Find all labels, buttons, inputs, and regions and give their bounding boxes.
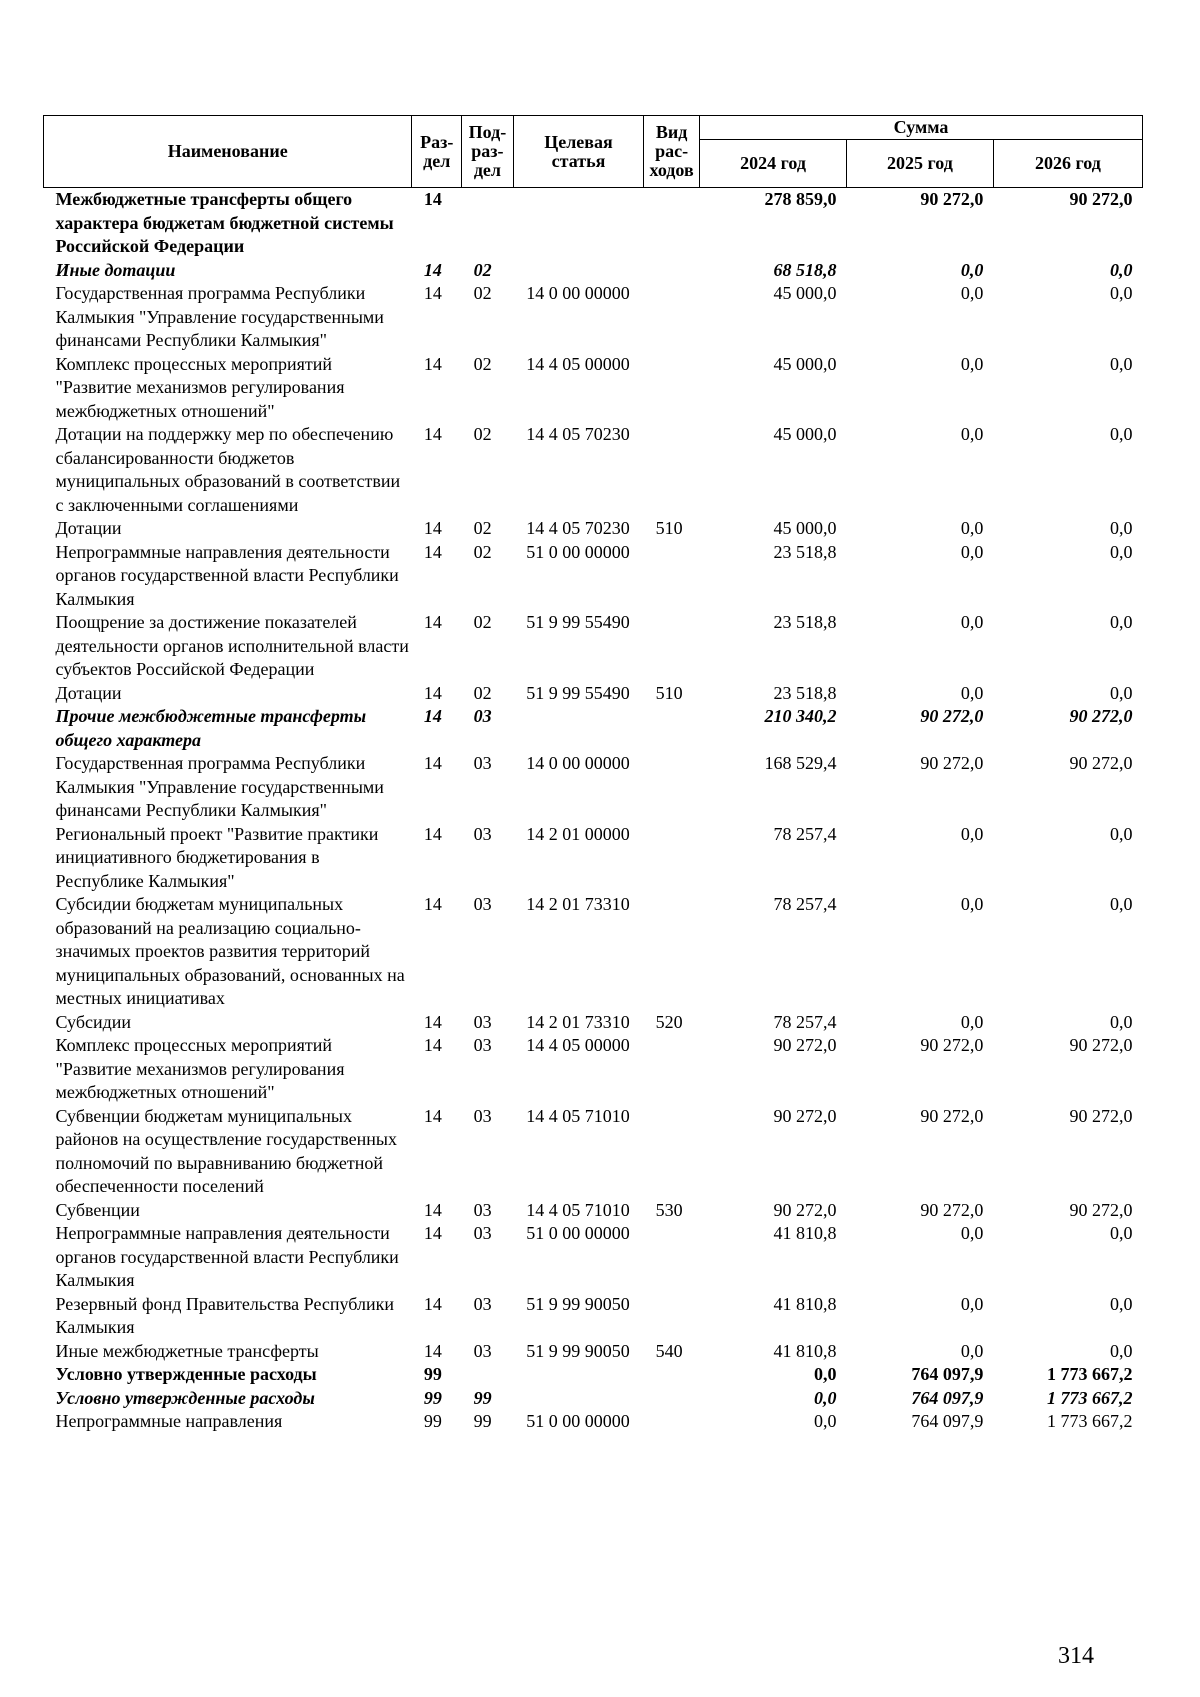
cell-podrazdel: 02 bbox=[473, 612, 492, 632]
cell-podrazdel: 03 bbox=[473, 1035, 492, 1055]
cell-vid-rashodov bbox=[644, 1363, 700, 1387]
cell-sum-2024: 45 000,0 bbox=[773, 353, 837, 374]
cell-sum-2024: 45 000,0 bbox=[773, 283, 837, 303]
cell-sum-2025: 764 097,9 bbox=[911, 1411, 984, 1431]
cell-sum-2026: 0,0 bbox=[1110, 894, 1133, 914]
cell-celevaya-statya: 51 9 99 90050 bbox=[526, 1340, 630, 1361]
cell-podrazdel: 03 bbox=[473, 753, 492, 773]
cell-sum-2026: 0,0 bbox=[1110, 1293, 1133, 1314]
cell-sum-2025: 90 272,0 bbox=[920, 706, 984, 726]
cell-name: Иные межбюджетные трансферты bbox=[55, 1340, 319, 1361]
header-summa: Сумма bbox=[700, 116, 1143, 140]
cell-razdel: 14 bbox=[423, 1035, 442, 1055]
cell-podrazdel: 02 bbox=[473, 259, 492, 280]
cell-razdel: 14 bbox=[423, 189, 442, 209]
cell-vid-rashodov: 530 bbox=[655, 1199, 683, 1220]
cell-sum-2025: 764 097,9 bbox=[911, 1364, 984, 1384]
budget-table bbox=[43, 115, 1143, 1434]
cell-sum-2026: 0,0 bbox=[1110, 424, 1133, 444]
table-row bbox=[44, 1363, 1143, 1387]
cell-podrazdel: 02 bbox=[473, 424, 492, 444]
cell-sum-2026: 90 272,0 bbox=[1069, 1105, 1133, 1126]
cell-sum-2025: 0,0 bbox=[960, 518, 984, 538]
cell-vid-rashodov bbox=[644, 752, 700, 823]
cell-sum-2026: 90 272,0 bbox=[1069, 1199, 1133, 1220]
header-vid-rashodov bbox=[644, 116, 700, 188]
cell-vid-rashodov bbox=[644, 1222, 700, 1293]
cell-sum-2024: 41 810,8 bbox=[773, 1223, 837, 1243]
cell-name: Резервный фонд Правительства Республики Калмыкия bbox=[55, 1293, 394, 1337]
cell-vid-rashodov bbox=[644, 1293, 700, 1340]
cell-vid-rashodov bbox=[644, 705, 700, 752]
cell-sum-2026: 90 272,0 bbox=[1069, 753, 1133, 773]
cell-sum-2025: 90 272,0 bbox=[920, 753, 984, 773]
cell-celevaya-statya: 14 2 01 00000 bbox=[526, 823, 630, 844]
cell-podrazdel: 03 bbox=[473, 823, 492, 844]
header-2025: 2025 год bbox=[846, 140, 993, 188]
cell-vid-rashodov bbox=[644, 259, 700, 283]
cell-sum-2024: 45 000,0 bbox=[773, 424, 837, 444]
cell-name: Комплекс процессных мероприятий "Развитие механизмов регулирования межбюджетных отношений" bbox=[55, 353, 345, 421]
cell-sum-2026: 0,0 bbox=[1110, 259, 1133, 280]
cell-vid-rashodov bbox=[644, 188, 700, 259]
cell-razdel: 14 bbox=[423, 682, 442, 703]
cell-podrazdel: 02 bbox=[473, 518, 492, 538]
cell-sum-2025: 0,0 bbox=[960, 1011, 984, 1032]
cell-name: Условно утвержденные расходы bbox=[55, 1387, 315, 1408]
cell-podrazdel: 02 bbox=[473, 353, 492, 374]
table-row bbox=[44, 611, 1143, 682]
cell-name: Условно утвержденные расходы bbox=[55, 1364, 317, 1384]
cell-celevaya-statya: 14 2 01 73310 bbox=[526, 1011, 630, 1032]
table-row bbox=[44, 1199, 1143, 1223]
cell-razdel: 14 bbox=[423, 894, 442, 914]
cell-celevaya-statya: 51 0 00 00000 bbox=[526, 541, 630, 562]
table-row bbox=[44, 541, 1143, 612]
table-row bbox=[44, 188, 1143, 259]
cell-podrazdel: 03 bbox=[473, 1105, 492, 1126]
cell-vid-rashodov bbox=[644, 1105, 700, 1199]
cell-vid-rashodov bbox=[644, 423, 700, 517]
cell-name: Комплекс процессных мероприятий "Развитие механизмов регулирования межбюджетных отношений" bbox=[55, 1035, 345, 1102]
table-row bbox=[44, 682, 1143, 706]
cell-name: Прочие межбюджетные трансферты общего характера bbox=[55, 706, 367, 750]
cell-celevaya-statya bbox=[513, 1387, 643, 1411]
table-row bbox=[44, 705, 1143, 752]
cell-sum-2026: 0,0 bbox=[1110, 1340, 1133, 1361]
cell-razdel: 14 bbox=[423, 753, 442, 773]
table-row bbox=[44, 259, 1143, 283]
cell-sum-2025: 0,0 bbox=[960, 283, 984, 303]
table-row bbox=[44, 1222, 1143, 1293]
table-row bbox=[44, 823, 1143, 894]
cell-name: Государственная программа Республики Калмыкия "Управление государственными финансами Республики Калмыкия" bbox=[55, 753, 384, 820]
cell-podrazdel: 03 bbox=[473, 894, 492, 914]
table-row bbox=[44, 423, 1143, 517]
cell-celevaya-statya: 51 0 00 00000 bbox=[526, 1223, 630, 1243]
cell-celevaya-statya bbox=[513, 259, 643, 283]
cell-sum-2026: 0,0 bbox=[1110, 682, 1133, 703]
cell-vid-rashodov bbox=[644, 1034, 700, 1105]
cell-name: Непрограммные направления деятельности органов государственной власти Республики Калмыкия bbox=[55, 541, 399, 609]
cell-sum-2024: 78 257,4 bbox=[773, 1011, 837, 1032]
table-row bbox=[44, 752, 1143, 823]
cell-sum-2025: 0,0 bbox=[960, 1223, 984, 1243]
cell-name: Государственная программа Республики Калмыкия "Управление государственными финансами Республики Калмыкия" bbox=[55, 283, 384, 350]
cell-name: Субвенции бюджетам муниципальных районов на осуществление государственных полномочий по выравниванию бюджетной обеспеченности поселений bbox=[55, 1105, 397, 1196]
cell-sum-2026: 90 272,0 bbox=[1069, 189, 1133, 209]
cell-podrazdel bbox=[462, 1363, 514, 1387]
cell-sum-2024: 90 272,0 bbox=[773, 1035, 837, 1055]
header-2026: 2026 год bbox=[993, 140, 1142, 188]
table-body bbox=[44, 188, 1143, 1434]
cell-sum-2024: 23 518,8 bbox=[773, 682, 837, 703]
table-row bbox=[44, 1011, 1143, 1035]
cell-vid-rashodov bbox=[644, 823, 700, 894]
cell-razdel: 14 bbox=[423, 353, 442, 374]
cell-sum-2024: 168 529,4 bbox=[764, 753, 837, 773]
cell-celevaya-statya: 51 9 99 90050 bbox=[526, 1293, 630, 1314]
cell-podrazdel: 03 bbox=[473, 1223, 492, 1243]
cell-razdel: 14 bbox=[423, 259, 442, 280]
cell-razdel: 14 bbox=[423, 823, 442, 844]
cell-razdel: 14 bbox=[423, 541, 442, 562]
cell-vid-rashodov bbox=[644, 893, 700, 1011]
cell-name: Непрограммные направления деятельности органов государственной власти Республики Калмыкия bbox=[55, 1223, 399, 1290]
cell-sum-2024: 78 257,4 bbox=[773, 823, 837, 844]
table-row bbox=[44, 1340, 1143, 1364]
cell-vid-rashodov bbox=[644, 611, 700, 682]
cell-podrazdel: 03 bbox=[473, 1011, 492, 1032]
cell-razdel: 14 bbox=[423, 1223, 442, 1243]
cell-name: Субвенции bbox=[55, 1199, 140, 1220]
header-vid-text: Вид рас- ходов bbox=[649, 122, 694, 180]
cell-sum-2026: 90 272,0 bbox=[1069, 1035, 1133, 1055]
cell-celevaya-statya: 14 4 05 70230 bbox=[526, 424, 630, 444]
cell-sum-2026: 1 773 667,2 bbox=[1047, 1387, 1133, 1408]
cell-sum-2025: 0,0 bbox=[960, 823, 984, 844]
table-header bbox=[44, 116, 1143, 188]
cell-razdel: 14 bbox=[423, 1293, 442, 1314]
cell-razdel: 14 bbox=[423, 612, 442, 632]
cell-sum-2026: 0,0 bbox=[1110, 823, 1133, 844]
table-row bbox=[44, 353, 1143, 424]
cell-celevaya-statya: 14 0 00 00000 bbox=[526, 283, 630, 303]
cell-sum-2024: 278 859,0 bbox=[764, 189, 837, 209]
cell-name: Межбюджетные трансферты общего характера бюджетам бюджетной системы Российской Федерации bbox=[55, 189, 394, 256]
cell-sum-2025: 0,0 bbox=[960, 612, 984, 632]
cell-razdel: 14 bbox=[423, 518, 442, 538]
cell-vid-rashodov bbox=[644, 282, 700, 353]
cell-sum-2025: 0,0 bbox=[960, 682, 984, 703]
cell-sum-2025: 0,0 bbox=[960, 541, 984, 562]
cell-sum-2024: 45 000,0 bbox=[773, 518, 837, 538]
cell-podrazdel: 02 bbox=[473, 682, 492, 703]
cell-podrazdel: 03 bbox=[473, 1199, 492, 1220]
cell-name: Иные дотации bbox=[55, 259, 176, 280]
cell-sum-2026: 0,0 bbox=[1110, 283, 1133, 303]
table-row bbox=[44, 1387, 1143, 1411]
cell-celevaya-statya: 14 4 05 71010 bbox=[526, 1105, 630, 1126]
cell-sum-2026: 1 773 667,2 bbox=[1047, 1364, 1133, 1384]
table-row bbox=[44, 1105, 1143, 1199]
cell-celevaya-statya: 14 2 01 73310 bbox=[526, 894, 630, 914]
cell-sum-2026: 0,0 bbox=[1110, 353, 1133, 374]
cell-vid-rashodov bbox=[644, 1387, 700, 1411]
cell-name: Дотации bbox=[55, 682, 122, 703]
cell-razdel: 14 bbox=[423, 283, 442, 303]
cell-sum-2025: 90 272,0 bbox=[920, 1035, 984, 1055]
cell-sum-2025: 90 272,0 bbox=[920, 1199, 984, 1220]
cell-razdel: 14 bbox=[423, 424, 442, 444]
header-razdel bbox=[412, 116, 462, 188]
cell-podrazdel: 02 bbox=[473, 541, 492, 562]
cell-celevaya-statya: 14 0 00 00000 bbox=[526, 753, 630, 773]
cell-podrazdel: 03 bbox=[473, 706, 492, 726]
cell-sum-2024: 0,0 bbox=[813, 1411, 837, 1431]
cell-sum-2024: 90 272,0 bbox=[773, 1199, 837, 1220]
cell-podrazdel: 99 bbox=[473, 1411, 492, 1431]
cell-vid-rashodov: 540 bbox=[655, 1340, 683, 1361]
cell-sum-2024: 0,0 bbox=[813, 1387, 837, 1408]
cell-sum-2025: 764 097,9 bbox=[911, 1387, 984, 1408]
cell-vid-rashodov bbox=[644, 353, 700, 424]
cell-sum-2025: 0,0 bbox=[960, 894, 984, 914]
cell-celevaya-statya: 14 4 05 70230 bbox=[526, 518, 630, 538]
cell-razdel: 14 bbox=[423, 1105, 442, 1126]
cell-sum-2024: 68 518,8 bbox=[773, 259, 837, 280]
cell-sum-2025: 90 272,0 bbox=[920, 1105, 984, 1126]
cell-sum-2025: 0,0 bbox=[960, 1340, 984, 1361]
cell-razdel: 14 bbox=[423, 706, 442, 726]
header-celevaya-statya bbox=[513, 116, 643, 188]
cell-sum-2026: 0,0 bbox=[1110, 518, 1133, 538]
cell-sum-2024: 23 518,8 bbox=[773, 612, 837, 632]
cell-celevaya-statya bbox=[513, 705, 643, 752]
cell-celevaya-statya: 51 9 99 55490 bbox=[526, 612, 630, 632]
page-number: 314 bbox=[1058, 1643, 1094, 1669]
cell-razdel: 14 bbox=[423, 1340, 442, 1361]
cell-podrazdel: 03 bbox=[473, 1293, 492, 1314]
cell-name: Субсидии бюджетам муниципальных образований на реализацию социально-значимых проектов развития территорий муниципальных образований, основанных на местных инициативах bbox=[55, 894, 405, 1008]
cell-name: Региональный проект "Развитие практики инициативного бюджетирования в Республике Калмыкия" bbox=[55, 823, 379, 891]
cell-sum-2026: 90 272,0 bbox=[1069, 706, 1133, 726]
header-name: Наименование bbox=[44, 116, 412, 188]
table-row bbox=[44, 1034, 1143, 1105]
cell-razdel: 14 bbox=[423, 1011, 442, 1032]
header-podrazdel bbox=[462, 116, 514, 188]
cell-vid-rashodov: 510 bbox=[655, 518, 683, 538]
cell-sum-2024: 41 810,8 bbox=[773, 1340, 837, 1361]
cell-sum-2025: 0,0 bbox=[960, 424, 984, 444]
cell-celevaya-statya: 51 0 00 00000 bbox=[526, 1411, 630, 1431]
cell-sum-2024: 23 518,8 bbox=[773, 541, 837, 562]
cell-vid-rashodov bbox=[644, 541, 700, 612]
cell-sum-2024: 0,0 bbox=[813, 1364, 837, 1384]
table-row bbox=[44, 282, 1143, 353]
cell-razdel: 99 bbox=[423, 1364, 442, 1384]
cell-razdel: 99 bbox=[423, 1411, 442, 1431]
cell-sum-2024: 210 340,2 bbox=[764, 706, 837, 726]
cell-sum-2024: 90 272,0 bbox=[773, 1105, 837, 1126]
cell-sum-2026: 1 773 667,2 bbox=[1047, 1411, 1133, 1431]
header-celevaya-text: Целевая статья bbox=[544, 131, 613, 171]
cell-name: Поощрение за достижение показателей деятельности органов исполнительной власти субъектов Российской Федерации bbox=[55, 612, 409, 679]
cell-sum-2026: 0,0 bbox=[1110, 541, 1133, 562]
cell-celevaya-statya: 14 4 05 71010 bbox=[526, 1199, 630, 1220]
cell-celevaya-statya bbox=[513, 188, 643, 259]
cell-vid-rashodov bbox=[644, 1410, 700, 1434]
cell-sum-2024: 78 257,4 bbox=[773, 894, 837, 914]
cell-podrazdel bbox=[462, 188, 514, 259]
cell-sum-2024: 41 810,8 bbox=[773, 1293, 837, 1314]
cell-sum-2025: 90 272,0 bbox=[920, 189, 984, 209]
cell-celevaya-statya: 14 4 05 00000 bbox=[526, 1035, 630, 1055]
header-2024: 2024 год bbox=[700, 140, 847, 188]
table-row bbox=[44, 517, 1143, 541]
cell-razdel: 99 bbox=[423, 1387, 442, 1408]
cell-sum-2026: 0,0 bbox=[1110, 1011, 1133, 1032]
cell-sum-2025: 0,0 bbox=[960, 259, 984, 280]
cell-sum-2026: 0,0 bbox=[1110, 1223, 1133, 1243]
header-razdel-text: Раз- дел bbox=[420, 131, 454, 171]
cell-celevaya-statya: 14 4 05 00000 bbox=[526, 353, 630, 374]
cell-podrazdel: 99 bbox=[473, 1387, 492, 1408]
table-row bbox=[44, 893, 1143, 1011]
cell-vid-rashodov: 510 bbox=[655, 682, 683, 703]
cell-name: Субсидии bbox=[55, 1011, 132, 1032]
table-row bbox=[44, 1293, 1143, 1340]
cell-name: Дотации на поддержку мер по обеспечению сбалансированности бюджетов муниципальных образований в соответствии с заключенными соглашениями bbox=[55, 424, 401, 515]
cell-name: Дотации bbox=[55, 518, 122, 538]
header-podrazdel-text: Под- раз- дел bbox=[468, 122, 507, 180]
cell-celevaya-statya: 51 9 99 55490 bbox=[526, 682, 630, 703]
cell-razdel: 14 bbox=[423, 1199, 442, 1220]
cell-podrazdel: 02 bbox=[473, 283, 492, 303]
cell-sum-2025: 0,0 bbox=[960, 353, 984, 374]
cell-celevaya-statya bbox=[513, 1363, 643, 1387]
cell-vid-rashodov: 520 bbox=[655, 1011, 683, 1032]
table-row bbox=[44, 1410, 1143, 1434]
cell-name: Непрограммные направления bbox=[55, 1411, 283, 1431]
cell-sum-2025: 0,0 bbox=[960, 1293, 984, 1314]
cell-podrazdel: 03 bbox=[473, 1340, 492, 1361]
cell-sum-2026: 0,0 bbox=[1110, 612, 1133, 632]
